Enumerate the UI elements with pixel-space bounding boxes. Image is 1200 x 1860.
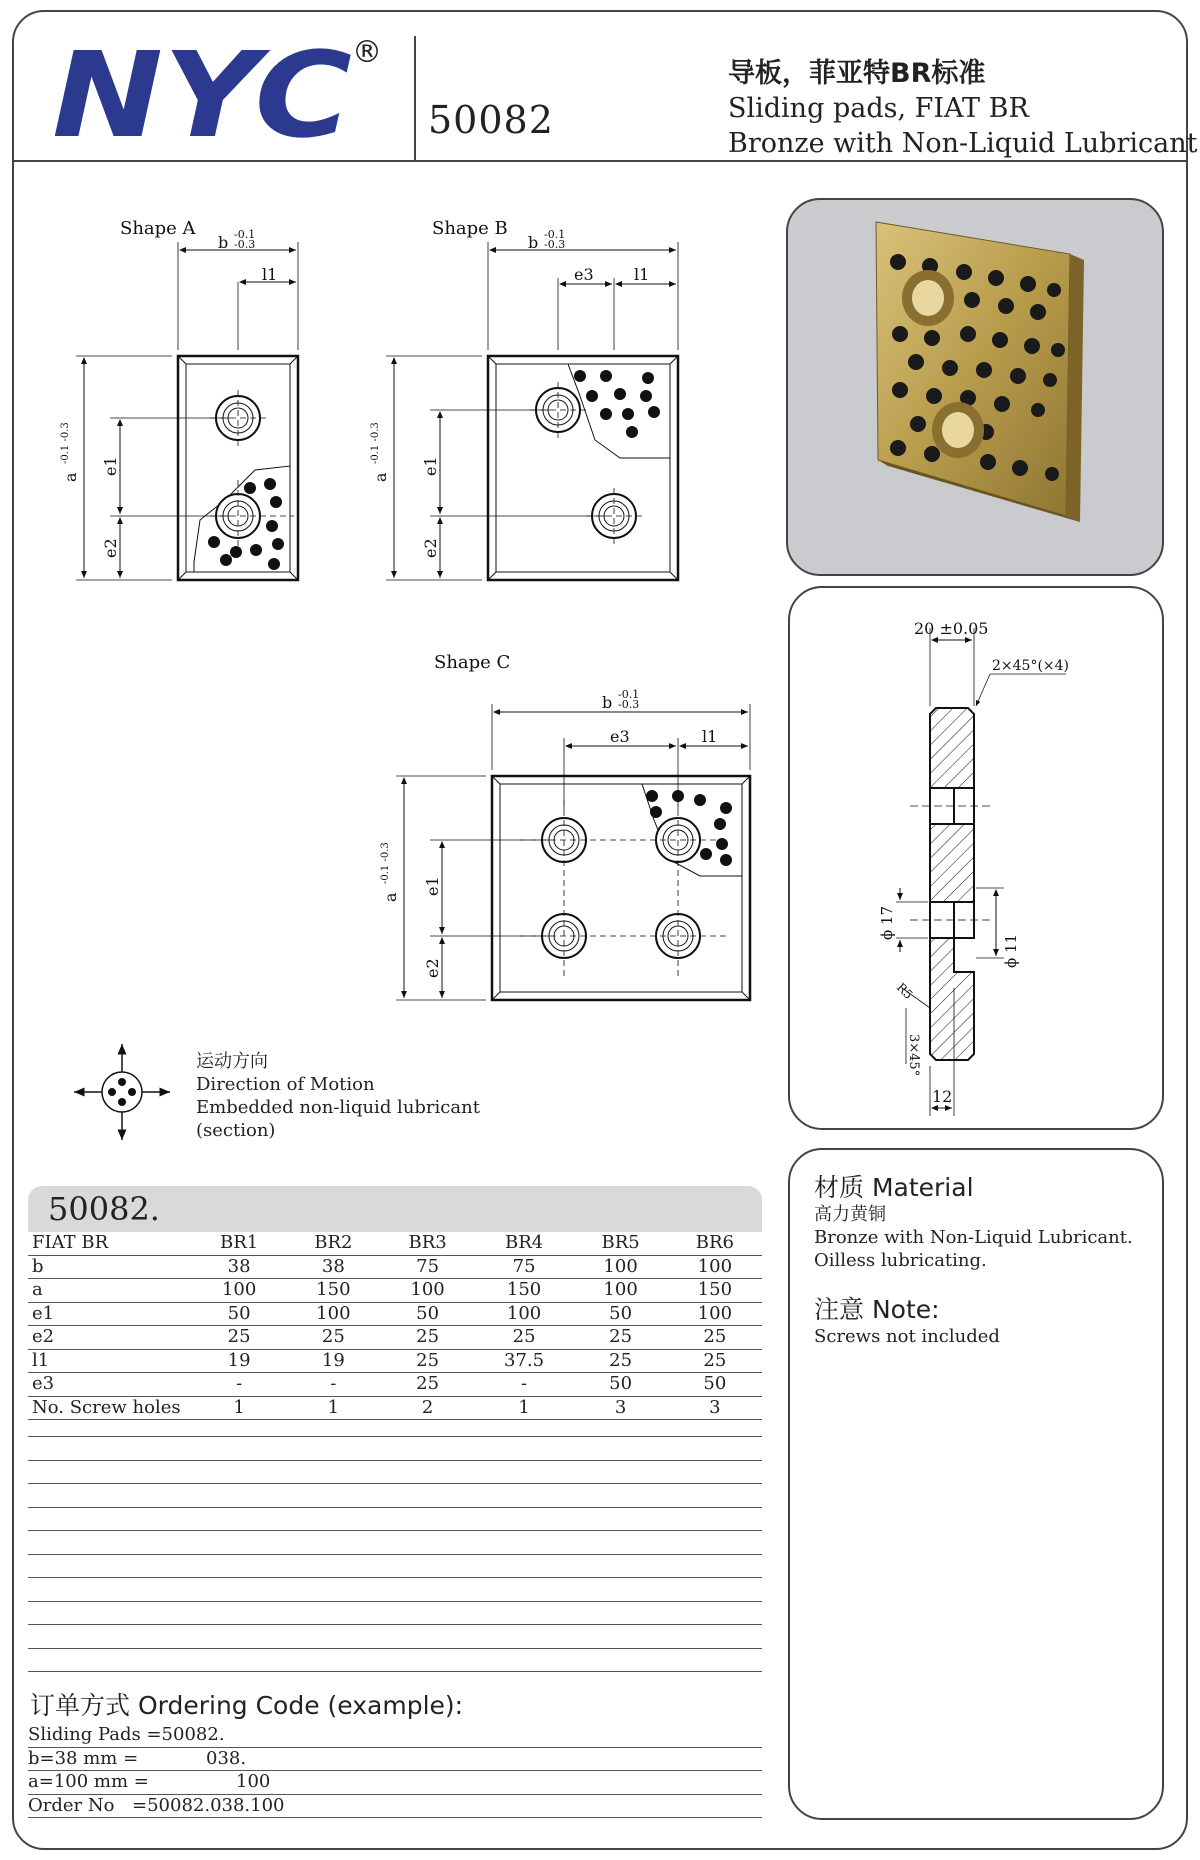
title-cn: 导板，菲亚特BR标准	[728, 58, 986, 89]
table-row-cell: l1	[28, 1349, 192, 1373]
table-row-cell: 2	[380, 1396, 474, 1420]
table-row-cell: 100	[380, 1279, 474, 1303]
product-photo	[786, 198, 1164, 576]
table-row-cell: No. Screw holes	[28, 1396, 192, 1420]
ordering-title: 订单方式 Ordering Code (example):	[30, 1691, 464, 1720]
section-d11: ϕ 11	[1002, 933, 1020, 968]
shape-c-dim-e2: e2	[423, 958, 442, 978]
header-title	[728, 56, 1197, 161]
shape-b-dim-b-tol-upper: -0.1	[544, 228, 566, 241]
section-thickness: 20 ±0.05	[914, 619, 989, 638]
brand-logo	[52, 28, 392, 148]
table-row-cell: 19	[286, 1349, 380, 1373]
ruled-line	[28, 1507, 762, 1508]
ordering-row	[28, 1795, 762, 1819]
registered-mark: ®	[352, 35, 382, 70]
shape-a-dim-b-tol-lower: -0.3	[234, 238, 256, 251]
table-row-cell: 25	[475, 1326, 574, 1350]
table-row-cell: 75	[380, 1255, 474, 1279]
table-row-cell: 75	[475, 1255, 574, 1279]
table-row-cell: 50	[573, 1373, 667, 1397]
shape-a-dim-a: a	[61, 472, 80, 482]
material-line1: Bronze with Non-Liquid Lubricant.	[814, 1227, 1133, 1248]
ruled-line	[28, 1530, 762, 1531]
ruled-line	[28, 1671, 762, 1672]
ruled-line	[28, 1601, 762, 1602]
table-row-cell: 50	[668, 1373, 762, 1397]
shape-c-dim-l1: l1	[702, 727, 718, 746]
shape-a-dim-b: b	[218, 233, 229, 252]
table-row-cell: 37.5	[475, 1349, 574, 1373]
table-row-cell: e3	[28, 1373, 192, 1397]
table-row-cell: 50	[573, 1302, 667, 1326]
ordering-row	[28, 1771, 762, 1795]
table-row-cell: 100	[573, 1255, 667, 1279]
ruled-line	[28, 1554, 762, 1555]
table-row-cell: 100	[475, 1302, 574, 1326]
shape-b-dim-b: b	[528, 233, 539, 252]
table-header-row-cell: BR6	[668, 1232, 762, 1255]
ordering-value: =50082.038.100	[132, 1794, 285, 1816]
material-panel	[788, 1148, 1164, 1820]
ordering-label: a=100 mm =	[28, 1771, 149, 1792]
shape-a-dim-e1: e1	[101, 456, 120, 476]
table-row-cell: -	[475, 1373, 574, 1397]
ruled-line	[28, 1460, 762, 1461]
table-header-row-cell: BR4	[475, 1232, 574, 1255]
spec-table	[28, 1232, 762, 1420]
subtitle-en: Bronze with Non-Liquid Lubricant	[728, 128, 1198, 159]
shape-c-dim-e1: e1	[423, 876, 442, 896]
cross-section-panel	[788, 586, 1164, 1130]
table-row-cell: 25	[286, 1326, 380, 1350]
table-row-cell: 25	[380, 1373, 474, 1397]
table-row-cell: 19	[192, 1349, 286, 1373]
table-row-cell: 25	[380, 1326, 474, 1350]
ordering-label: b=38 mm =	[28, 1747, 139, 1769]
table-row-cell: 50	[192, 1302, 286, 1326]
motion-en: Direction of Motion	[196, 1074, 375, 1095]
table-row-cell: 25	[668, 1326, 762, 1350]
table-row-cell: 100	[668, 1255, 762, 1279]
table-header-row-cell: BR3	[380, 1232, 474, 1255]
shape-c-dim-a: a	[381, 892, 400, 902]
shape-b-dim-b-tol-lower: -0.3	[544, 238, 566, 251]
section-depth: 12	[932, 1087, 953, 1106]
shape-b-label: Shape B	[432, 218, 508, 239]
section-d17: ϕ 17	[878, 905, 896, 940]
shape-a-drawing	[76, 242, 298, 580]
shape-b-dim-a: a	[371, 472, 390, 482]
shape-c-dim-b-tol-upper: -0.1	[618, 688, 640, 701]
table-row-cell: 1	[192, 1396, 286, 1420]
table-row	[28, 1302, 762, 1326]
note-text: Screws not included	[814, 1326, 1000, 1347]
shape-c-dim-b-tol-lower: -0.3	[618, 698, 640, 711]
table-header-row-cell: BR2	[286, 1232, 380, 1255]
spec-table-title-bar	[28, 1186, 762, 1232]
motion-legend	[196, 1050, 480, 1142]
table-row-cell: 150	[286, 1279, 380, 1303]
material-cn: 高力黄铜	[814, 1204, 886, 1225]
material-line2: Oilless lubricating.	[814, 1250, 987, 1271]
table-header-row-cell: BR5	[573, 1232, 667, 1255]
table-row	[28, 1326, 762, 1350]
section-chamfer2: 3×45°	[906, 1034, 921, 1077]
table-row-cell: 3	[573, 1396, 667, 1420]
shape-c-dim-b: b	[602, 693, 613, 712]
ordering-table	[28, 1724, 762, 1818]
table-row-cell: 3	[668, 1396, 762, 1420]
material-heading: 材质 Material	[814, 1173, 974, 1202]
motion-direction-icon	[74, 1044, 170, 1140]
logo-text: NYC	[52, 28, 352, 148]
table-row-cell: 25	[380, 1349, 474, 1373]
shape-c-label: Shape C	[434, 652, 511, 673]
shape-b-dim-l1: l1	[634, 265, 650, 284]
shape-b-dim-e2: e2	[421, 538, 440, 558]
shape-a-dim-e2: e2	[101, 538, 120, 558]
shape-b-drawing	[386, 242, 678, 580]
table-row-cell: 25	[668, 1349, 762, 1373]
shape-a-dim-a-tol: -0.1 -0.3	[60, 422, 71, 464]
table-row-cell: 1	[475, 1396, 574, 1420]
ordering-value: 100	[236, 1771, 271, 1792]
table-row-cell: 25	[573, 1326, 667, 1350]
ruled-line	[28, 1648, 762, 1649]
ruled-line	[28, 1436, 762, 1437]
title-en: Sliding pads, FIAT BR	[728, 93, 1029, 124]
shape-b-dim-a-tol: -0.1 -0.3	[370, 422, 381, 464]
table-row	[28, 1279, 762, 1303]
table-row-cell: a	[28, 1279, 192, 1303]
shape-b-dim-e3: e3	[574, 265, 594, 284]
ordering-label: Order No	[28, 1794, 115, 1816]
table-row	[28, 1373, 762, 1397]
shape-c-drawing	[396, 704, 750, 1000]
table-row-cell: 150	[475, 1279, 574, 1303]
motion-cn: 运动方向	[196, 1051, 268, 1072]
table-row	[28, 1396, 762, 1420]
shape-c-dim-e3: e3	[610, 727, 630, 746]
table-row-cell: 150	[668, 1279, 762, 1303]
motion-line3: (section)	[196, 1120, 276, 1141]
table-row	[28, 1255, 762, 1279]
table-row-cell: e2	[28, 1326, 192, 1350]
ruled-line	[28, 1624, 762, 1625]
table-row-cell: 38	[192, 1255, 286, 1279]
table-row-cell: 100	[668, 1302, 762, 1326]
ruled-line	[28, 1483, 762, 1484]
ruled-line	[28, 1577, 762, 1578]
table-row-cell: b	[28, 1255, 192, 1279]
table-row-cell: e1	[28, 1302, 192, 1326]
section-chamfer: 2×45°(×4)	[992, 658, 1070, 674]
shape-b-dim-e1: e1	[421, 456, 440, 476]
ordering-row	[28, 1724, 762, 1748]
ordering-label: Sliding Pads =50082.	[28, 1724, 225, 1745]
table-header-row-cell: BR1	[192, 1232, 286, 1255]
ordering-value: 038.	[206, 1747, 247, 1769]
spec-table-title: 50082.	[48, 1190, 160, 1228]
table-row-cell: -	[286, 1373, 380, 1397]
shape-a-label: Shape A	[120, 218, 196, 239]
shape-a-dim-b-tol-upper: -0.1	[234, 228, 256, 241]
shape-a-dim-l1: l1	[262, 265, 278, 284]
table-row-cell: 1	[286, 1396, 380, 1420]
table-row-cell: 100	[192, 1279, 286, 1303]
table-row-cell: 100	[573, 1279, 667, 1303]
ordering-row	[28, 1748, 762, 1772]
motion-line2: Embedded non-liquid lubricant	[196, 1097, 480, 1118]
table-row	[28, 1349, 762, 1373]
product-code: 50082	[428, 98, 554, 142]
section-r5: R5	[893, 980, 916, 1002]
note-heading: 注意 Note:	[814, 1295, 940, 1324]
technical-drawings	[50, 200, 770, 1160]
table-row-cell: 25	[192, 1326, 286, 1350]
table-header-row-cell: FIAT BR	[28, 1232, 192, 1255]
table-row-cell: -	[192, 1373, 286, 1397]
shape-c-dim-a-tol: -0.1 -0.3	[380, 842, 391, 884]
table-row-cell: 25	[573, 1349, 667, 1373]
spec-table-section	[28, 1186, 762, 1420]
table-header-row	[28, 1232, 762, 1255]
table-row-cell: 50	[380, 1302, 474, 1326]
header-vertical-divider	[414, 36, 416, 160]
table-row-cell: 100	[286, 1302, 380, 1326]
table-row-cell: 38	[286, 1255, 380, 1279]
